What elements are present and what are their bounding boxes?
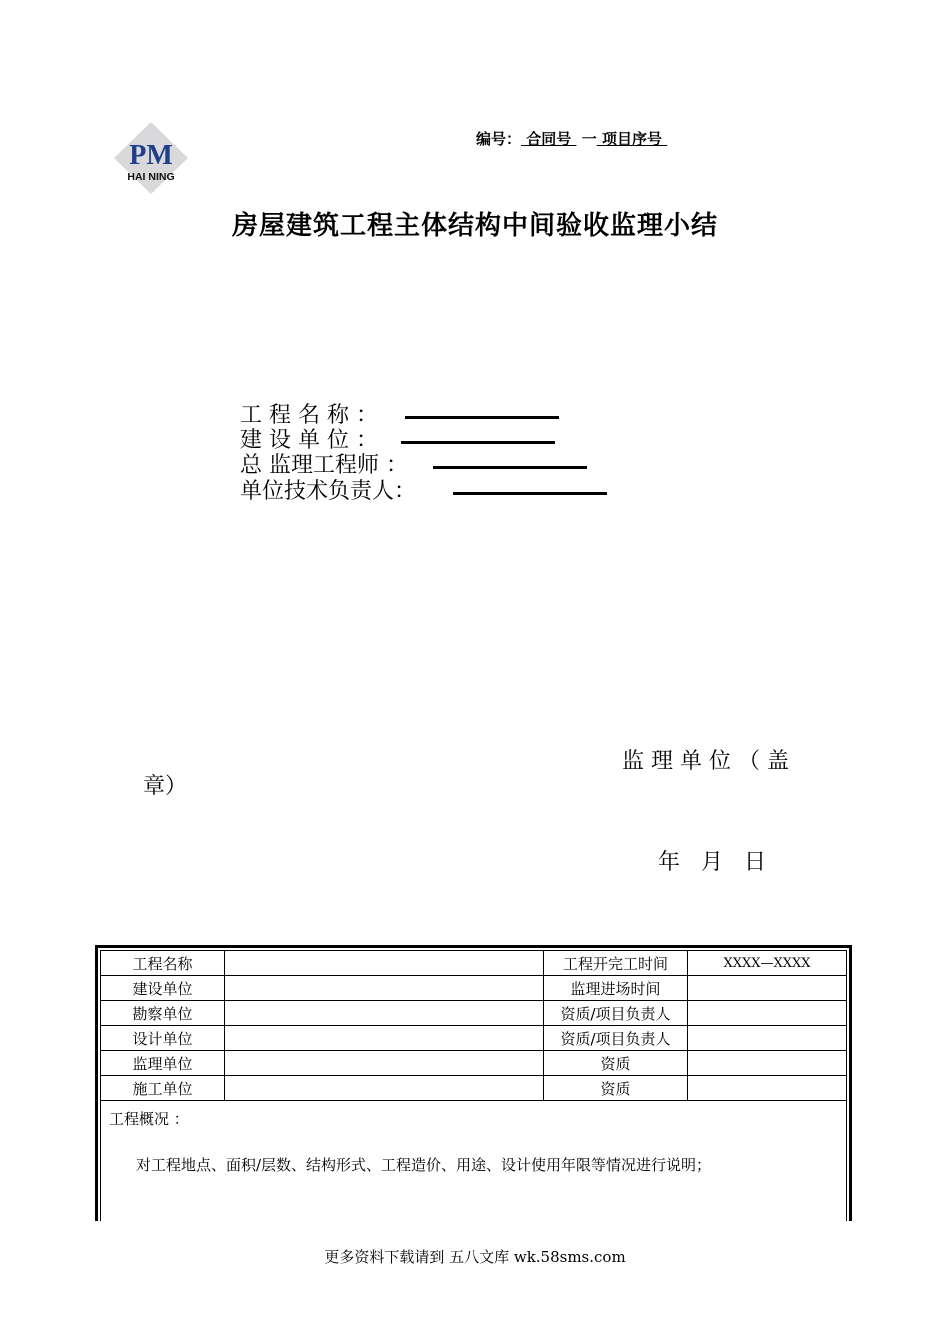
- table-cell: [225, 1051, 544, 1076]
- field-label: 建 设 单 位 ：: [240, 428, 378, 453]
- supervision-seal-line1: 监 理 单 位 （ 盖: [622, 749, 789, 774]
- code-label: 编号：: [476, 130, 522, 148]
- table-row: [101, 1026, 846, 1051]
- fill-line: [405, 414, 559, 419]
- project-overview: [101, 1104, 846, 1221]
- info-table: [101, 951, 846, 1101]
- table-cell: 建设单位: [101, 976, 225, 1001]
- table-cell: 工程开完工时间: [544, 951, 688, 976]
- overview-text: 对工程地点、面积/层数、结构形式、工程造价、用途、设计使用年限等情况进行说明；: [136, 1156, 712, 1174]
- page-title: 房屋建筑工程主体结构中间验收监理小结: [231, 211, 718, 241]
- table-row: [101, 976, 846, 1001]
- field-label: 总 监理工程师 ：: [240, 453, 408, 478]
- fill-line: [433, 464, 587, 469]
- fill-line: [401, 439, 555, 444]
- svg-text:PM: PM: [129, 140, 173, 171]
- table-cell: 设计单位: [101, 1026, 225, 1051]
- table-cell: 勘察单位: [101, 1001, 225, 1026]
- table-cell: [688, 1051, 847, 1076]
- table-cell: 监理单位: [101, 1051, 225, 1076]
- date-line: 年 月 日: [658, 850, 766, 875]
- table-cell: [225, 976, 544, 1001]
- table-cell: [688, 1076, 847, 1101]
- code-dash: 一: [581, 130, 597, 148]
- contract-number: 合同号: [521, 130, 577, 148]
- fill-line: [453, 490, 607, 495]
- table-cell: 资质/项目负责人: [544, 1001, 688, 1026]
- footer-text: 更多资料下载请到 五八文库 wk.58sms.com: [324, 1248, 626, 1266]
- table-row: [101, 1001, 846, 1026]
- table-cell: [688, 1026, 847, 1051]
- table-row: [101, 1076, 846, 1101]
- table-cell: XXXX—XXXX: [688, 951, 847, 976]
- table-cell: 资质: [544, 1051, 688, 1076]
- project-info-table: [95, 945, 852, 1221]
- table-cell: [225, 1026, 544, 1051]
- overview-label: 工程概况 ：: [109, 1110, 189, 1128]
- table-cell: [688, 1001, 847, 1026]
- table-cell: [688, 976, 847, 1001]
- svg-text:HAI NING: HAI NING: [127, 171, 175, 183]
- table-cell: [225, 951, 544, 976]
- table-cell: 资质: [544, 1076, 688, 1101]
- field-technical-lead: [240, 474, 607, 505]
- field-label: 单位技术负责人：: [240, 479, 417, 504]
- item-number: 项目序号: [596, 130, 668, 148]
- field-label: 工 程 名 称 ：: [240, 403, 378, 428]
- table-cell: [225, 1001, 544, 1026]
- table-cell: 资质/项目负责人: [544, 1026, 688, 1051]
- table-cell: [225, 1076, 544, 1101]
- table-cell: 监理进场时间: [544, 976, 688, 1001]
- table-cell: 施工单位: [101, 1076, 225, 1101]
- table-row: [101, 1051, 846, 1076]
- supervision-seal-line2: 章）: [143, 774, 188, 799]
- company-logo: [112, 120, 190, 196]
- table-row: [101, 951, 846, 976]
- document-code: [476, 128, 667, 149]
- table-cell: 工程名称: [101, 951, 225, 976]
